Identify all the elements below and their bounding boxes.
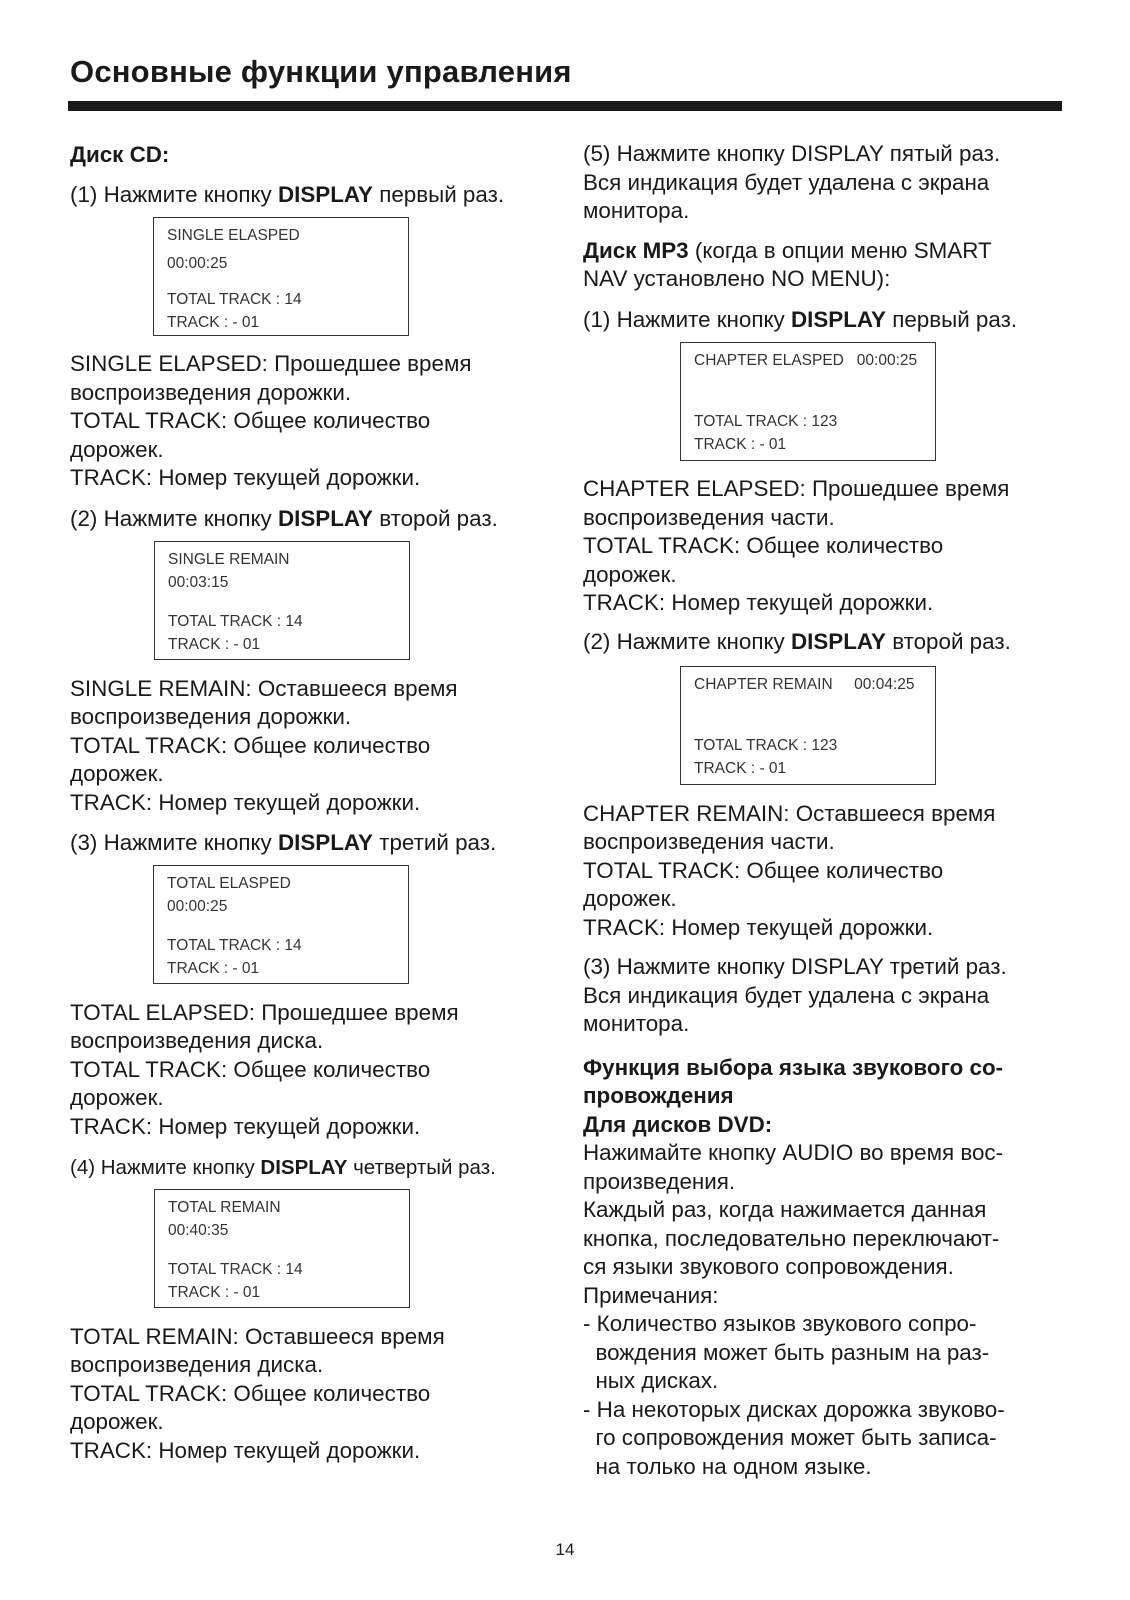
cd-step-4: (4) Нажмите кнопку DISPLAY четвертый раз. [70, 1156, 496, 1179]
mp3-step-3: монитора. [583, 1011, 690, 1036]
desc-line: TOTAL TRACK: Общее количество [70, 733, 431, 758]
desc-line: воспроизведения части. [583, 505, 835, 530]
desc-line: дорожек. [70, 437, 164, 462]
desc-line: CHAPTER ELAPSED: Прошедшее время [583, 476, 1010, 501]
desc-line: SINGLE REMAIN: Оставшееся время [70, 676, 458, 701]
title-rule [68, 101, 1062, 111]
desc-line: воспроизведения части. [583, 829, 835, 854]
desc-line: TRACK: Номер текущей дорожки. [70, 465, 421, 490]
screen-line: TOTAL REMAIN [168, 1199, 281, 1216]
step5-line: монитора. [583, 198, 690, 223]
desc-line: TRACK: Номер текущей дорожки. [583, 915, 934, 940]
screen-line: TOTAL TRACK : 14 [167, 291, 302, 308]
audio-subheading: Для дисков DVD: [583, 1112, 773, 1137]
desc-line: TOTAL TRACK: Общее количество [70, 1381, 431, 1406]
desc-line: воспроизведения дорожки. [70, 704, 352, 729]
audio-text: кнопка, последовательно переключают- [583, 1226, 1000, 1251]
desc-line: воспроизведения диска. [70, 1028, 324, 1053]
note-line: ных дисках. [583, 1368, 719, 1393]
audio-text: Примечания: [583, 1283, 719, 1308]
desc-line: дорожек. [70, 1409, 164, 1434]
note-line: - На некоторых дисках дорожка звуково- [583, 1397, 1005, 1422]
audio-heading: провождения [583, 1083, 734, 1108]
mp3-step-2: (2) Нажмите кнопку DISPLAY второй раз. [583, 629, 1011, 654]
display-screen-chapter-elapsed [680, 342, 936, 461]
screen-line: TOTAL TRACK : 14 [168, 1261, 303, 1278]
desc-line: CHAPTER REMAIN: Оставшееся время [583, 801, 996, 826]
desc-line: дорожек. [583, 562, 677, 587]
screen-line: TRACK : - 01 [168, 636, 261, 653]
screen-line: TRACK : - 01 [168, 1284, 261, 1301]
desc-line: TRACK: Номер текущей дорожки. [70, 1114, 421, 1139]
note-line: го сопровождения может быть записа- [583, 1425, 997, 1450]
display-screen-chapter-remain [680, 666, 936, 785]
display-screen-single-remain [154, 541, 410, 660]
mp3-step-1: (1) Нажмите кнопку DISPLAY первый раз. [583, 307, 1018, 332]
desc-line: SINGLE ELAPSED: Прошедшее время [70, 351, 472, 376]
page-number: 14 [555, 1540, 575, 1559]
cd-step-1: (1) Нажмите кнопку DISPLAY первый раз. [70, 182, 505, 207]
desc-line: TRACK: Номер текущей дорожки. [70, 790, 421, 815]
desc-line: TOTAL TRACK: Общее количество [70, 1057, 431, 1082]
audio-text: ся языки звукового сопровождения. [583, 1254, 954, 1279]
screen-line: TOTAL ELASPED [167, 875, 291, 892]
desc-line: TOTAL TRACK: Общее количество [70, 408, 431, 433]
screen-line: TOTAL TRACK : 123 [694, 413, 838, 430]
screen-line: 00:00:25 [167, 255, 228, 272]
desc-line: TOTAL TRACK: Общее количество [583, 858, 944, 883]
audio-text: Нажимайте кнопку AUDIO во время вос- [583, 1140, 1004, 1165]
note-line: - Количество языков звукового сопро- [583, 1311, 977, 1336]
desc-line: TOTAL TRACK: Общее количество [583, 533, 944, 558]
screen-line: TOTAL TRACK : 123 [694, 737, 838, 754]
screen-line: 00:03:15 [168, 574, 229, 591]
desc-line: TOTAL ELAPSED: Прошедшее время [70, 1000, 459, 1025]
desc-line: TRACK: Номер текущей дорожки. [70, 1438, 421, 1463]
note-line: вождения может быть разным на раз- [583, 1340, 990, 1365]
screen-line: TRACK : - 01 [167, 314, 260, 331]
screen-line: TOTAL TRACK : 14 [167, 937, 302, 954]
audio-text: произведения. [583, 1169, 736, 1194]
step5-line: Вся индикация будет удалена с экрана [583, 170, 990, 195]
screen-line: TRACK : - 01 [694, 436, 787, 453]
screen-line: TRACK : - 01 [694, 760, 787, 777]
screen-line: CHAPTER ELASPED 00:00:25 [694, 352, 918, 369]
cd-step-3: (3) Нажмите кнопку DISPLAY третий раз. [70, 830, 497, 855]
screen-line: SINGLE ELASPED [167, 227, 300, 244]
screen-line: TRACK : - 01 [167, 960, 260, 977]
audio-text: Каждый раз, когда нажимается данная [583, 1197, 987, 1222]
desc-line: воспроизведения дорожки. [70, 380, 352, 405]
mp3-step-3: Вся индикация будет удалена с экрана [583, 983, 990, 1008]
step5-line: (5) Нажмите кнопку DISPLAY пятый раз. [583, 141, 1001, 166]
mp3-step-3: (3) Нажмите кнопку DISPLAY третий раз. [583, 954, 1007, 979]
display-screen-total-elapsed [153, 865, 409, 984]
audio-heading: Функция выбора языка звукового со- [583, 1055, 1004, 1080]
mp3-heading-line2: NAV установлено NO MENU): [583, 266, 891, 291]
note-line: на только на одном языке. [583, 1454, 872, 1479]
desc-line: TOTAL REMAIN: Оставшееся время [70, 1324, 445, 1349]
screen-line: CHAPTER REMAIN 00:04:25 [694, 676, 915, 693]
page-title: Основные функции управления [70, 54, 572, 89]
desc-line: дорожек. [583, 886, 677, 911]
display-screen-single-elapsed [153, 217, 409, 336]
desc-line: дорожек. [70, 761, 164, 786]
screen-line: 00:00:25 [167, 898, 228, 915]
display-screen-total-remain [154, 1189, 410, 1308]
screen-line: SINGLE REMAIN [168, 551, 290, 568]
screen-line: TOTAL TRACK : 14 [168, 613, 303, 630]
desc-line: дорожек. [70, 1085, 164, 1110]
cd-heading: Диск CD: [70, 142, 170, 167]
mp3-heading: Диск MP3 (когда в опции меню SMART [583, 238, 992, 263]
cd-step-2: (2) Нажмите кнопку DISPLAY второй раз. [70, 506, 498, 531]
screen-line: 00:40:35 [168, 1222, 229, 1239]
desc-line: TRACK: Номер текущей дорожки. [583, 590, 934, 615]
desc-line: воспроизведения диска. [70, 1352, 324, 1377]
